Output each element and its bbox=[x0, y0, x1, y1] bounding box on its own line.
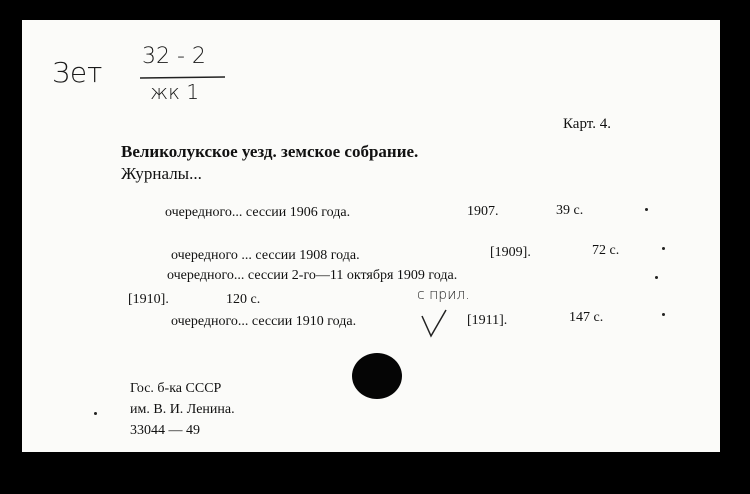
library-line-2: им. В. И. Ленина. bbox=[130, 402, 235, 417]
heading-title: Великолукское уезд. земское собрание. bbox=[121, 142, 419, 161]
entry-4-text: очередного... сессии 1910 года. bbox=[171, 314, 357, 329]
call-number-bottom: жк 1 bbox=[150, 80, 200, 104]
library-line-1: Гос. б-ка СССР bbox=[130, 381, 222, 396]
speck bbox=[94, 412, 97, 415]
call-number-top: 32 - 2 bbox=[142, 44, 206, 69]
entry-3-pages: 120 с. bbox=[226, 292, 261, 307]
entry-3-year: [1910]. bbox=[128, 292, 169, 307]
entry-2-text: очередного ... сессии 1908 года. bbox=[171, 248, 360, 263]
library-line-3: 33044 — 49 bbox=[130, 423, 200, 438]
card-number: Карт. 4. bbox=[563, 116, 611, 132]
entry-1-text: очередного... сессии 1906 года. bbox=[165, 205, 351, 220]
entry-2-year: [1909]. bbox=[490, 245, 531, 260]
heading-subtitle: Журналы... bbox=[121, 164, 202, 183]
entry-4-year: [1911]. bbox=[467, 313, 508, 328]
entry-3-text: очередного... сессии 2-го—11 октября 1909 года. bbox=[167, 268, 458, 283]
speck bbox=[662, 313, 665, 316]
insertion-caret bbox=[420, 308, 450, 340]
entry-2-pages: 72 с. bbox=[592, 243, 620, 258]
entry-1-pages: 39 с. bbox=[556, 203, 584, 218]
speck bbox=[655, 276, 658, 279]
entry-4-note: с прил. bbox=[417, 287, 470, 303]
ink-blot bbox=[352, 353, 402, 399]
speck bbox=[645, 208, 648, 211]
speck bbox=[662, 247, 665, 250]
call-number-prefix: Зет bbox=[52, 56, 103, 89]
entry-4-pages: 147 с. bbox=[569, 310, 604, 325]
entry-1-year: 1907. bbox=[467, 204, 499, 219]
